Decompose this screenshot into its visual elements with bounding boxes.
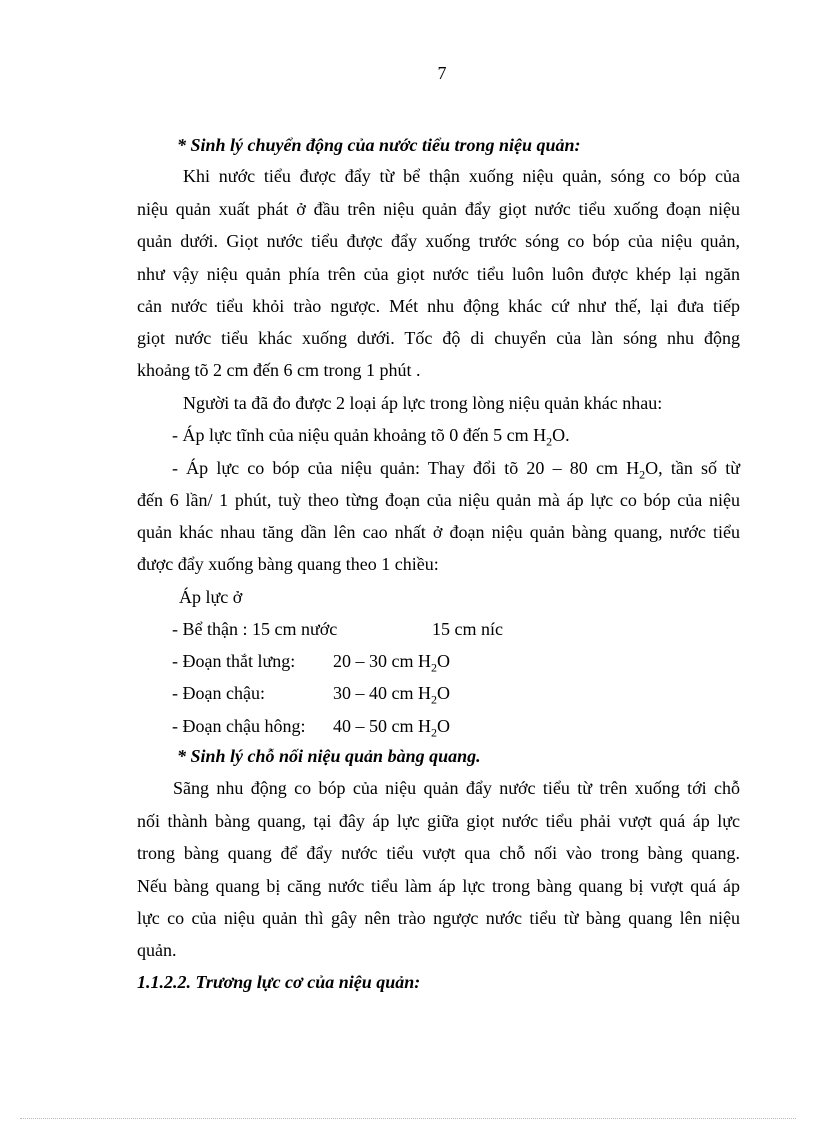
pressure-value: 30 – 40 cm $H_2O$ — [333, 683, 450, 707]
paragraph-line: được đẩy xuống bàng quang theo 1 chiều: — [137, 554, 439, 574]
page-bottom-divider — [20, 1118, 796, 1119]
paragraph-line: Nếu bàng quang bị căng nước tiểu làm áp lực trong bàng quang bị vượt quá áp — [137, 876, 740, 896]
pressure-row: - Đoạn chậu: — [172, 683, 265, 703]
paragraph-line: cản nước tiểu khỏi trào ngược. Mét nhu động khác cứ như thế, lại đưa tiếp — [137, 296, 740, 316]
paragraph-line: đến 6 lần/ 1 phút, tuỳ theo từng đoạn của niệu quản mà áp lực co bóp của niệu — [137, 490, 740, 510]
section-heading-ureterovesical: * Sinh lý chỗ nối niệu quản bàng quang. — [177, 746, 481, 766]
bullet-static-pressure: - Áp lực tĩnh của niệu quản khoảng tõ 0 đến 5 cm $H_2O$. — [172, 425, 570, 449]
pressure-row: - Đoạn thắt lưng: — [172, 651, 296, 671]
paragraph-line: như vậy niệu quản phía trên của giọt nước tiểu luôn luôn được khép lại ngăn — [137, 264, 740, 284]
paragraph-line: niệu quản xuất phát ở đầu trên niệu quản đẩy giọt nước tiểu xuống đoạn niệu — [137, 199, 740, 219]
page-number: 7 — [437, 63, 447, 83]
paragraph-line: lực co của niệu quản thì gây nên trào ngược nước tiểu từ bàng quang lên niệu — [137, 908, 740, 928]
paragraph-line: Người ta đã đo được 2 loại áp lực trong lòng niệu quản khác nhau: — [183, 393, 663, 413]
paragraph-line: giọt nước tiểu khác xuống dưới. Tốc độ di chuyển của làn sóng nhu động — [137, 328, 740, 348]
pressure-label: Áp lực ở — [179, 587, 243, 607]
pressure-value: 15 cm níc — [432, 619, 503, 639]
pressure-row: - Đoạn chậu hông: — [172, 716, 306, 736]
bullet-contraction-pressure: - Áp lực co bóp của niệu quản: Thay đổi tõ 20 – 80 cm $H_2O$, tần số từ — [172, 458, 740, 482]
paragraph-line: trong bàng quang để đẩy nước tiểu vượt qua chỗ nối vào trong bàng quang. — [137, 843, 740, 863]
paragraph-line: Khi nước tiểu được đẩy từ bể thận xuống niệu quản, sóng co bóp của — [183, 166, 740, 186]
pressure-row: - Bể thận : 15 cm nước — [172, 619, 338, 639]
paragraph-line: khoảng tõ 2 cm đến 6 cm trong 1 phút . — [137, 360, 421, 380]
pressure-value: 40 – 50 cm $H_2O$ — [333, 716, 450, 740]
paragraph-line: Sãng nhu động co bóp của niệu quản đẩy nước tiểu từ trên xuống tới chỗ — [173, 778, 740, 798]
paragraph-line: quản khác nhau tăng dần lên cao nhất ở đoạn niệu quản bàng quang, nước tiểu — [137, 522, 740, 542]
section-heading-urine-motion: * Sinh lý chuyển động của nước tiểu trong niệu quản: — [177, 135, 581, 155]
paragraph-line: quản dưới. Giọt nước tiểu được đẩy xuống trước sóng co bóp của niệu quản, — [137, 231, 740, 251]
section-heading-ureter-tone: 1.1.2.2. Trương lực cơ của niệu quản: — [137, 972, 421, 992]
paragraph-line: quản. — [137, 940, 177, 960]
paragraph-line: nối thành bàng quang, tại đây áp lực giữa giọt nước tiểu phải vượt quá áp lực — [137, 811, 740, 831]
pressure-value: 20 – 30 cm $H_2O$ — [333, 651, 450, 675]
